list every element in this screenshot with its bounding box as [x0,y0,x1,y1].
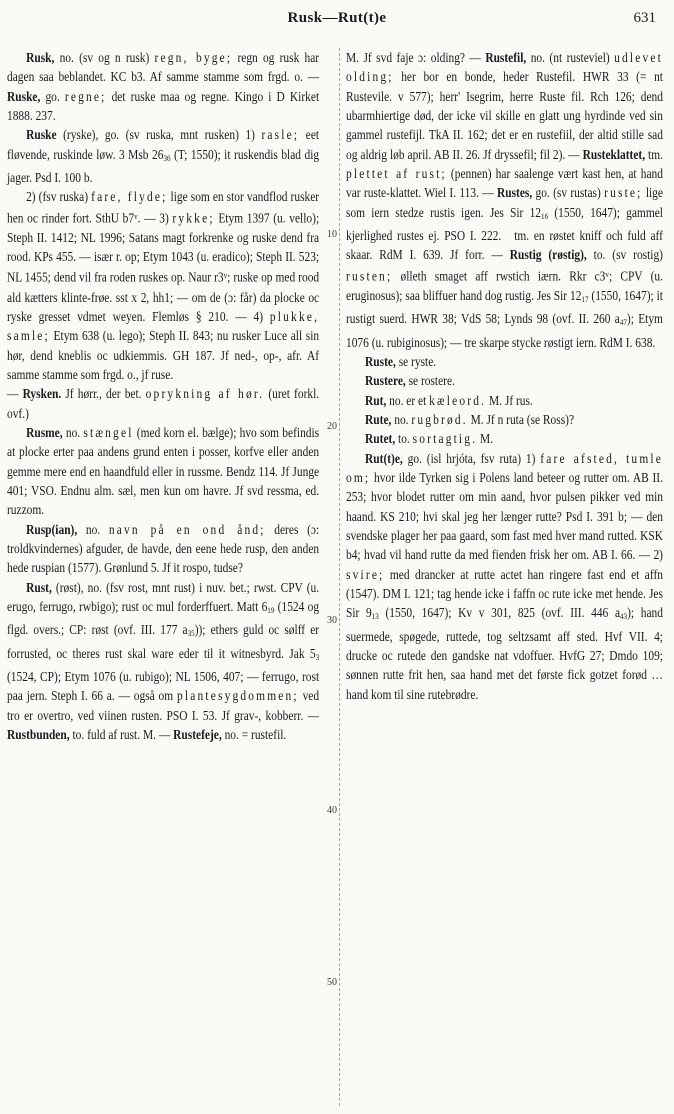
text-run: M. Jf svd faje ɔ: olding? — [346,50,486,65]
text-run: no. [77,521,109,537]
text-run: rykke; [172,210,215,226]
text-run: 47 [619,318,627,328]
gutter-line-number: 50 [327,977,337,988]
text-run: go. (sv rustas) [532,185,605,201]
text-run: ved tro er overtro, ved viinen rusten. PSO I. 53. Jf grav-, kobberr. — [7,688,320,723]
headword: Rute, [365,411,392,427]
headword: Rustes, [496,185,533,201]
text-run: go. (isl hrjóta, fsv ruta) 1) [402,450,541,466]
text-run: regn og rusk har dagen saa beblandet. KC b3. Af samme stamme som frgd. o. — [7,50,320,85]
text-run: plantesygdommen; [176,688,299,704]
gutter-line-number: 10 [327,229,337,240]
paragraph [7,187,319,384]
paragraph [7,578,319,745]
headword: Ruske, [7,88,41,104]
paragraph [346,48,663,352]
text-run: — [7,386,23,402]
text-run: ); Etym 1076 (u. rubiginosus); — tre skarpe stycke røstigt iern. RdM I. 638. [346,311,663,350]
text-run: to. fuld af rust. M. — [69,727,174,743]
text-run: kæleord. [429,392,487,408]
text-run: rusten; [346,268,393,284]
paragraph [7,125,319,187]
paragraph [7,384,319,423]
text-run: rugbrød. [411,411,468,427]
text-run: (1524, CP); Etym 1076 (u. rubigo); NL 1506, 407; — ferrugo, rost paa jern. Steph I. 66 a. — også om [7,669,320,704]
left-column-text [7,48,319,745]
text-run: navn på en ond ånd; [108,521,266,537]
text-run: go. [40,88,65,104]
text-run: lige som iern stedze rustis igen. Jes Sir 12 [346,185,663,220]
text-run: no. = rustefil. [221,727,287,743]
headword: Rut, [365,392,387,408]
text-run: Etym 1397 (u. vello); Steph II. 1412; NL 1996; Satans magt forkrenke og ruske dend fra rood. KPs 455. — især r. op; Etym 1043 (u. eradico); Steph II. 523; NL 1455; dend vil fra roden ruskes op. Naur r3 [7,210,320,286]
headword: Rustbunden, [7,727,70,743]
text-run: M. Jf n ruta (se Ross)? [467,411,575,427]
headword: Ruste, [365,353,396,369]
text-run: (ryske), go. (sv ruska, mnt rusken) 1) [56,127,262,143]
text-run: (uret forkl. ovf.) [7,386,320,421]
text-run: sortagtig. [412,431,478,447]
text-run: oprykning af hør. [145,386,265,402]
paragraph [346,352,663,371]
paragraph [7,423,319,520]
text-run: v [134,211,138,221]
headword: Rustefil, [485,50,527,65]
text-run: plukke, samle; [7,308,320,344]
text-run: no. [391,411,412,427]
text-run: ølleth smaget aff rwstich iærn. Rkr c3 [392,268,606,284]
text-run: )); ethers guld oc sølff er forrusted, oc theres rust skal ware eder til it witnesbyrd. Jak 5 [7,622,320,661]
text-run: fare afsted, tumle om; [346,450,663,485]
headword: Rusp(ian), [26,521,78,537]
headword: Rut(t)e, [365,450,403,466]
text-run: tm. en røstet kniff och fuld aff skaar. RdM I. 639. Jf forr. — [346,228,663,263]
headword: Ruske [26,127,57,143]
text-run: regn, byge; [154,50,233,65]
page-header-title: Rusk—Rut(t)e [287,10,387,26]
text-run: se rostere. [405,373,455,389]
text-run: her bor en bonde, heder Rustefil. HWR 33 (= nt Rustevile. v 577); herr' Isegrim, herre Ruste fil. Rch 126; dend ubarmhiertige død, der icke vil skille en glatt ung hyrdinde ved sin gammel rustefijl. TkA II. 162; det er en rustefiil, der altid stille sad og aldrig løb april. AB II. 26. Jf dryssefil; fil 2). — [346,69,663,162]
text-run: M. [477,431,494,447]
text-run: (1550, 1647); gammel kjerlighed rustes ej. PSO I. 222. [346,204,663,244]
text-run: se ryste. [395,353,437,369]
text-run: stængel [83,424,134,440]
text-run: ; ruske op med rood ald kætters klinte-frøe. sst x 2, hh1; — om de (ɔ: får) da plocke oc ryske gresset vdmet weyen. Flemløs § 210. — 4) [7,270,320,324]
text-run: (T; 1550); it ruskendis blad dig jager. Psd I. 100 b. [7,146,320,186]
headword: Rust, [26,579,52,595]
text-run: tm. [645,146,663,162]
text-run: 3 [315,652,320,662]
text-run: (1524 og flgd. overs.; CP: røst (ovf. III. 177 a [7,599,320,638]
gutter-line-number: 40 [327,805,337,816]
paragraph [346,449,663,705]
text-run: to. [395,431,413,447]
text-run: med drancker at rutte actet han ringere fast end et affn (1547). DM I. 121; tag hende icke i faffn oc rute icke met hende. Jes Sir 9 [346,566,663,621]
text-run: 2) (fsv ruska) [26,189,92,205]
text-run: 17 [581,294,589,304]
headword: Rusteklattet, [582,146,646,162]
text-run: plettet af rust; [346,166,447,182]
text-run: fare, flyde; [91,189,168,205]
text-run: deres (ɔ: troldkvindernes) afguder, de havde, den eene hede rusp, den anden hede ruspian (1577). Grønlund 5. Jf it rospo, tudse? [7,521,320,576]
headword: Rusme, [26,424,63,440]
gutter-line-number: 20 [327,421,337,432]
left-column [7,48,367,745]
text-run: (1550, 1647); Kv v 301, 825 (ovf. III. 446 a [378,605,621,621]
text-run: ; CPV (u. eruginosus); saa bliffuer hand dog rustig. Jes Sir 12 [346,268,663,303]
text-run: regne; [64,88,107,104]
text-run: lige som en stor vandflod rusker hen oc rinder fort. SthU b7 [7,189,320,226]
text-run: no. [62,424,84,440]
text-run: 36 [163,153,171,163]
text-run: (pennen) har saalenge vært kast hen, at hand var ruste-klattet. Wiel I. 113. — [346,166,663,201]
headword: Rutet, [365,431,396,447]
text-run: (røst), no. (fsv rost, mnt rust) i nuv. bet.; rwst. CPV (u. erugo, ferrugo, rwbigo); rust oc mul forderffuert. Matt 6 [7,579,320,614]
text-run: M. Jf rus. [486,392,533,408]
text-run: hvor ilde Tyrken sig i Polens land beteer og rutter om. AB II. 253; hvor blodet rutter om min aand, hvor pulsen pikker ved min haand. KS 210; hvi skal jeg her længer rutte? Psd I. 391 b; — den svendske plager her paa gaard, som fast med hver mand rutted. KSK b4; hvad vil hand rutte da med fienden frisk her om. AB I. 66. — 2) [346,469,663,563]
text-run: 19 [267,606,275,616]
paragraph [346,429,663,448]
paragraph [346,410,663,429]
text-run: (med korn el. bælge); hvo som befindis at plocke erter paa andens grund enten i posser, korfve eller anden gemme mere end en haandfuld eller in russme. Bendz 114. Jf Junge 401; VSO. Endnu alm. sæl, men kun om havre. Jf svd ressma, ed. ruzzom. [7,424,320,518]
text-run: no. er et [386,392,430,408]
headword: Rustig (røstig), [509,247,587,263]
text-run: (1550, 1647); it rustigt suerd. HWR 38; VdS 58; Lynds 98 (ovf. II. 260 a [346,287,663,327]
paragraph [7,520,319,578]
page-number: 631 [633,10,656,26]
headword: Rusk, [26,50,55,65]
text-run: to. (sv rostig) [586,247,663,263]
text-run: rasle; [261,127,300,143]
text-run: eet fløvende, ruskinde løw. 3 Msb 26 [7,127,320,162]
headword: Rysken. [22,386,62,402]
text-run: udlevet olding; [346,50,663,85]
text-run: v [605,269,609,279]
headword: Rustefeje, [173,727,222,743]
paragraph [346,391,663,410]
paragraph [346,371,663,390]
text-run: 43 [620,612,628,622]
text-run: Jf hørr., der bet. [61,386,146,402]
paragraph [7,48,319,125]
text-run: . — 3) [137,210,173,226]
right-column [346,48,674,704]
text-run: 16 [541,211,549,221]
text-run: svire; [346,566,385,582]
right-column-text [346,48,663,704]
gutter-line-number: 30 [327,615,337,626]
text-run: ruste; [604,185,643,201]
text-run: ); hand suermede, spøgede, ruttede, tog seltzsamt aff sted. Hvf VII. 4; drucke oc rutede den gandske nat vdoffuer. HvfG 27; Dmdo 109; sønnen rutte frit hen, saa hand met det første fick gotzet forød … hand kom til sine rutebrødre. [346,605,663,702]
text-run: 13 [371,612,379,622]
text-run: Etym 638 (u. lego); Steph II. 843; nu rusker Luce all sin hør, dend kneblis oc udkiemmis. GH 187. Jf ned-, op-, afr. Af samme stamme som frgd. o., jf ruse. [7,328,320,382]
text-run: no. (sv og n rusk) [54,50,155,65]
text-run: det ruske maa og regne. Kingo i D Kirket 1888. 237. [7,88,320,124]
headword: Rustere, [365,373,406,389]
text-run: v [223,271,228,281]
text-run: no. (nt rusteviel) [526,50,615,65]
text-run: 35 [187,629,195,639]
